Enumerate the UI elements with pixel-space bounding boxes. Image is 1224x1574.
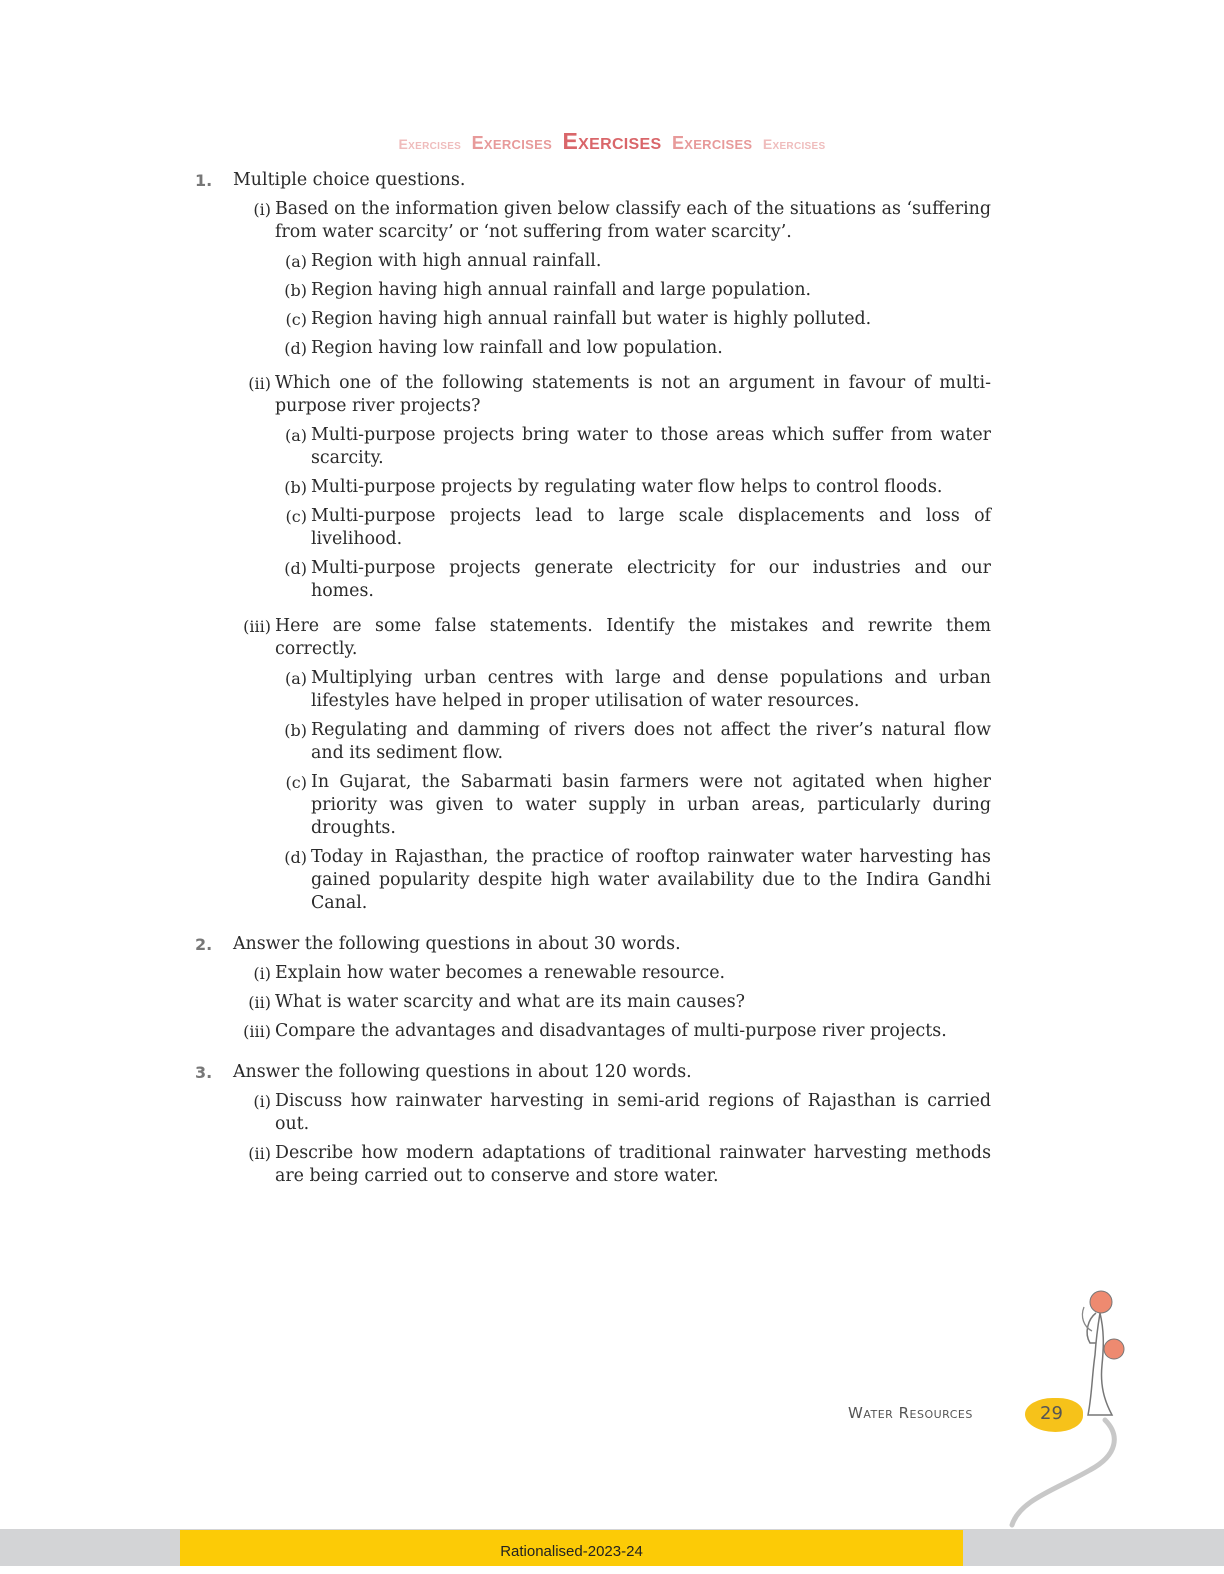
sub-question-label: (i) — [253, 1092, 271, 1111]
option — [233, 476, 991, 499]
sub-question-text: Explain how water becomes a renewable resource. — [275, 963, 726, 983]
option-text: Today in Rajasthan, the practice of rooftop rainwater water harvesting has gained popularity despite high water availability due to the Indira Gandhi Canal. — [311, 847, 991, 913]
option-label: (c) — [285, 507, 307, 526]
sub-question — [233, 198, 991, 244]
option — [233, 250, 991, 273]
option — [233, 846, 991, 915]
option — [233, 771, 991, 840]
question-text: Answer the following questions in about 30 words. — [233, 934, 681, 954]
sub-question — [233, 1142, 991, 1188]
option-label: (a) — [284, 252, 307, 271]
option-label: (a) — [284, 669, 307, 688]
banner-word: Exercises — [471, 133, 553, 153]
question-2 — [195, 933, 991, 1043]
sub-question-label: (i) — [253, 964, 271, 983]
sub-question-label: (ii) — [248, 374, 271, 393]
option-text: Region having high annual rainfall and large population. — [311, 280, 812, 300]
option-text: Regulating and damming of rivers does not affect the river’s natural flow and its sediment flow. — [311, 720, 991, 763]
banner-word: Exercises — [398, 136, 462, 152]
sub-question — [233, 1020, 991, 1043]
sub-question-text: Here are some false statements. Identify the mistakes and rewrite them correctly. — [275, 616, 991, 659]
option — [233, 279, 991, 302]
question-number: 2. — [195, 935, 213, 954]
option — [233, 308, 991, 331]
option-label: (b) — [284, 478, 307, 497]
sub-question-text: Which one of the following statements is not an argument in favour of multi-purpose river projects? — [275, 373, 991, 416]
sub-question-label: (ii) — [248, 1144, 271, 1163]
question-text: Answer the following questions in about 120 words. — [233, 1062, 692, 1082]
option-label: (d) — [284, 848, 307, 867]
sub-question — [233, 615, 991, 661]
sub-question-text: Based on the information given below classify each of the situations as ‘suffering from water scarcity’ or ‘not suffering from water scarcity’. — [275, 199, 991, 242]
option-text: Region with high annual rainfall. — [311, 251, 602, 271]
option — [233, 719, 991, 765]
chapter-title: Water Resources — [848, 1404, 973, 1422]
option-text: Multi-purpose projects lead to large scale displacements and loss of livelihood. — [311, 506, 991, 549]
edition-band — [180, 1530, 963, 1566]
option-text: Region having high annual rainfall but water is highly polluted. — [311, 309, 872, 329]
sub-question-label: (iii) — [243, 1022, 271, 1041]
question-text: Multiple choice questions. — [233, 170, 466, 190]
banner-word: Exercises — [562, 128, 662, 154]
sub-question-label: (ii) — [248, 993, 271, 1012]
option-text: Multi-purpose projects bring water to those areas which suffer from water scarcity. — [311, 425, 991, 468]
option-label: (d) — [284, 559, 307, 578]
banner-word: Exercises — [762, 136, 826, 152]
sub-question-label: (i) — [253, 200, 271, 219]
option — [233, 505, 991, 551]
option-text: Multi-purpose projects by regulating water flow helps to control floods. — [311, 477, 943, 497]
question-number: 3. — [195, 1063, 213, 1082]
sub-question — [233, 1090, 991, 1136]
option-label: (a) — [284, 426, 307, 445]
option — [233, 424, 991, 470]
option-label: (b) — [284, 281, 307, 300]
exercise-list — [195, 169, 991, 1194]
question-3 — [195, 1061, 991, 1188]
option-text: Region having low rainfall and low population. — [311, 338, 723, 358]
sub-question-text: Compare the advantages and disadvantages of multi-purpose river projects. — [275, 1021, 947, 1041]
option-label: (b) — [284, 721, 307, 740]
page-number: 29 — [1040, 1403, 1063, 1424]
option-text: In Gujarat, the Sabarmati basin farmers were not agitated when higher priority was given to water supply in urban areas, particularly during droughts. — [311, 772, 991, 838]
sub-question — [233, 962, 991, 985]
option-text: Multi-purpose projects generate electricity for our industries and our homes. — [311, 558, 991, 601]
edition-label: Rationalised-2023-24 — [500, 1543, 643, 1560]
option-label: (c) — [285, 773, 307, 792]
sub-question-label: (iii) — [243, 617, 271, 636]
option-label: (c) — [285, 310, 307, 329]
exercises-banner — [0, 128, 1224, 155]
sub-question-text: Discuss how rainwater harvesting in semi-arid regions of Rajasthan is carried out. — [275, 1091, 991, 1134]
sub-question-text: What is water scarcity and what are its main causes? — [275, 992, 745, 1012]
sub-question — [233, 372, 991, 418]
question-1 — [195, 169, 991, 915]
option — [233, 337, 991, 360]
option-label: (d) — [284, 339, 307, 358]
sub-question-text: Describe how modern adaptations of traditional rainwater harvesting methods are being carried out to conserve and store water. — [275, 1143, 991, 1186]
banner-word: Exercises — [671, 133, 753, 153]
option-text: Multiplying urban centres with large and dense populations and urban lifestyles have helped in proper utilisation of water resources. — [311, 668, 991, 711]
option — [233, 667, 991, 713]
question-number: 1. — [195, 171, 213, 190]
option — [233, 557, 991, 603]
sub-question — [233, 991, 991, 1014]
